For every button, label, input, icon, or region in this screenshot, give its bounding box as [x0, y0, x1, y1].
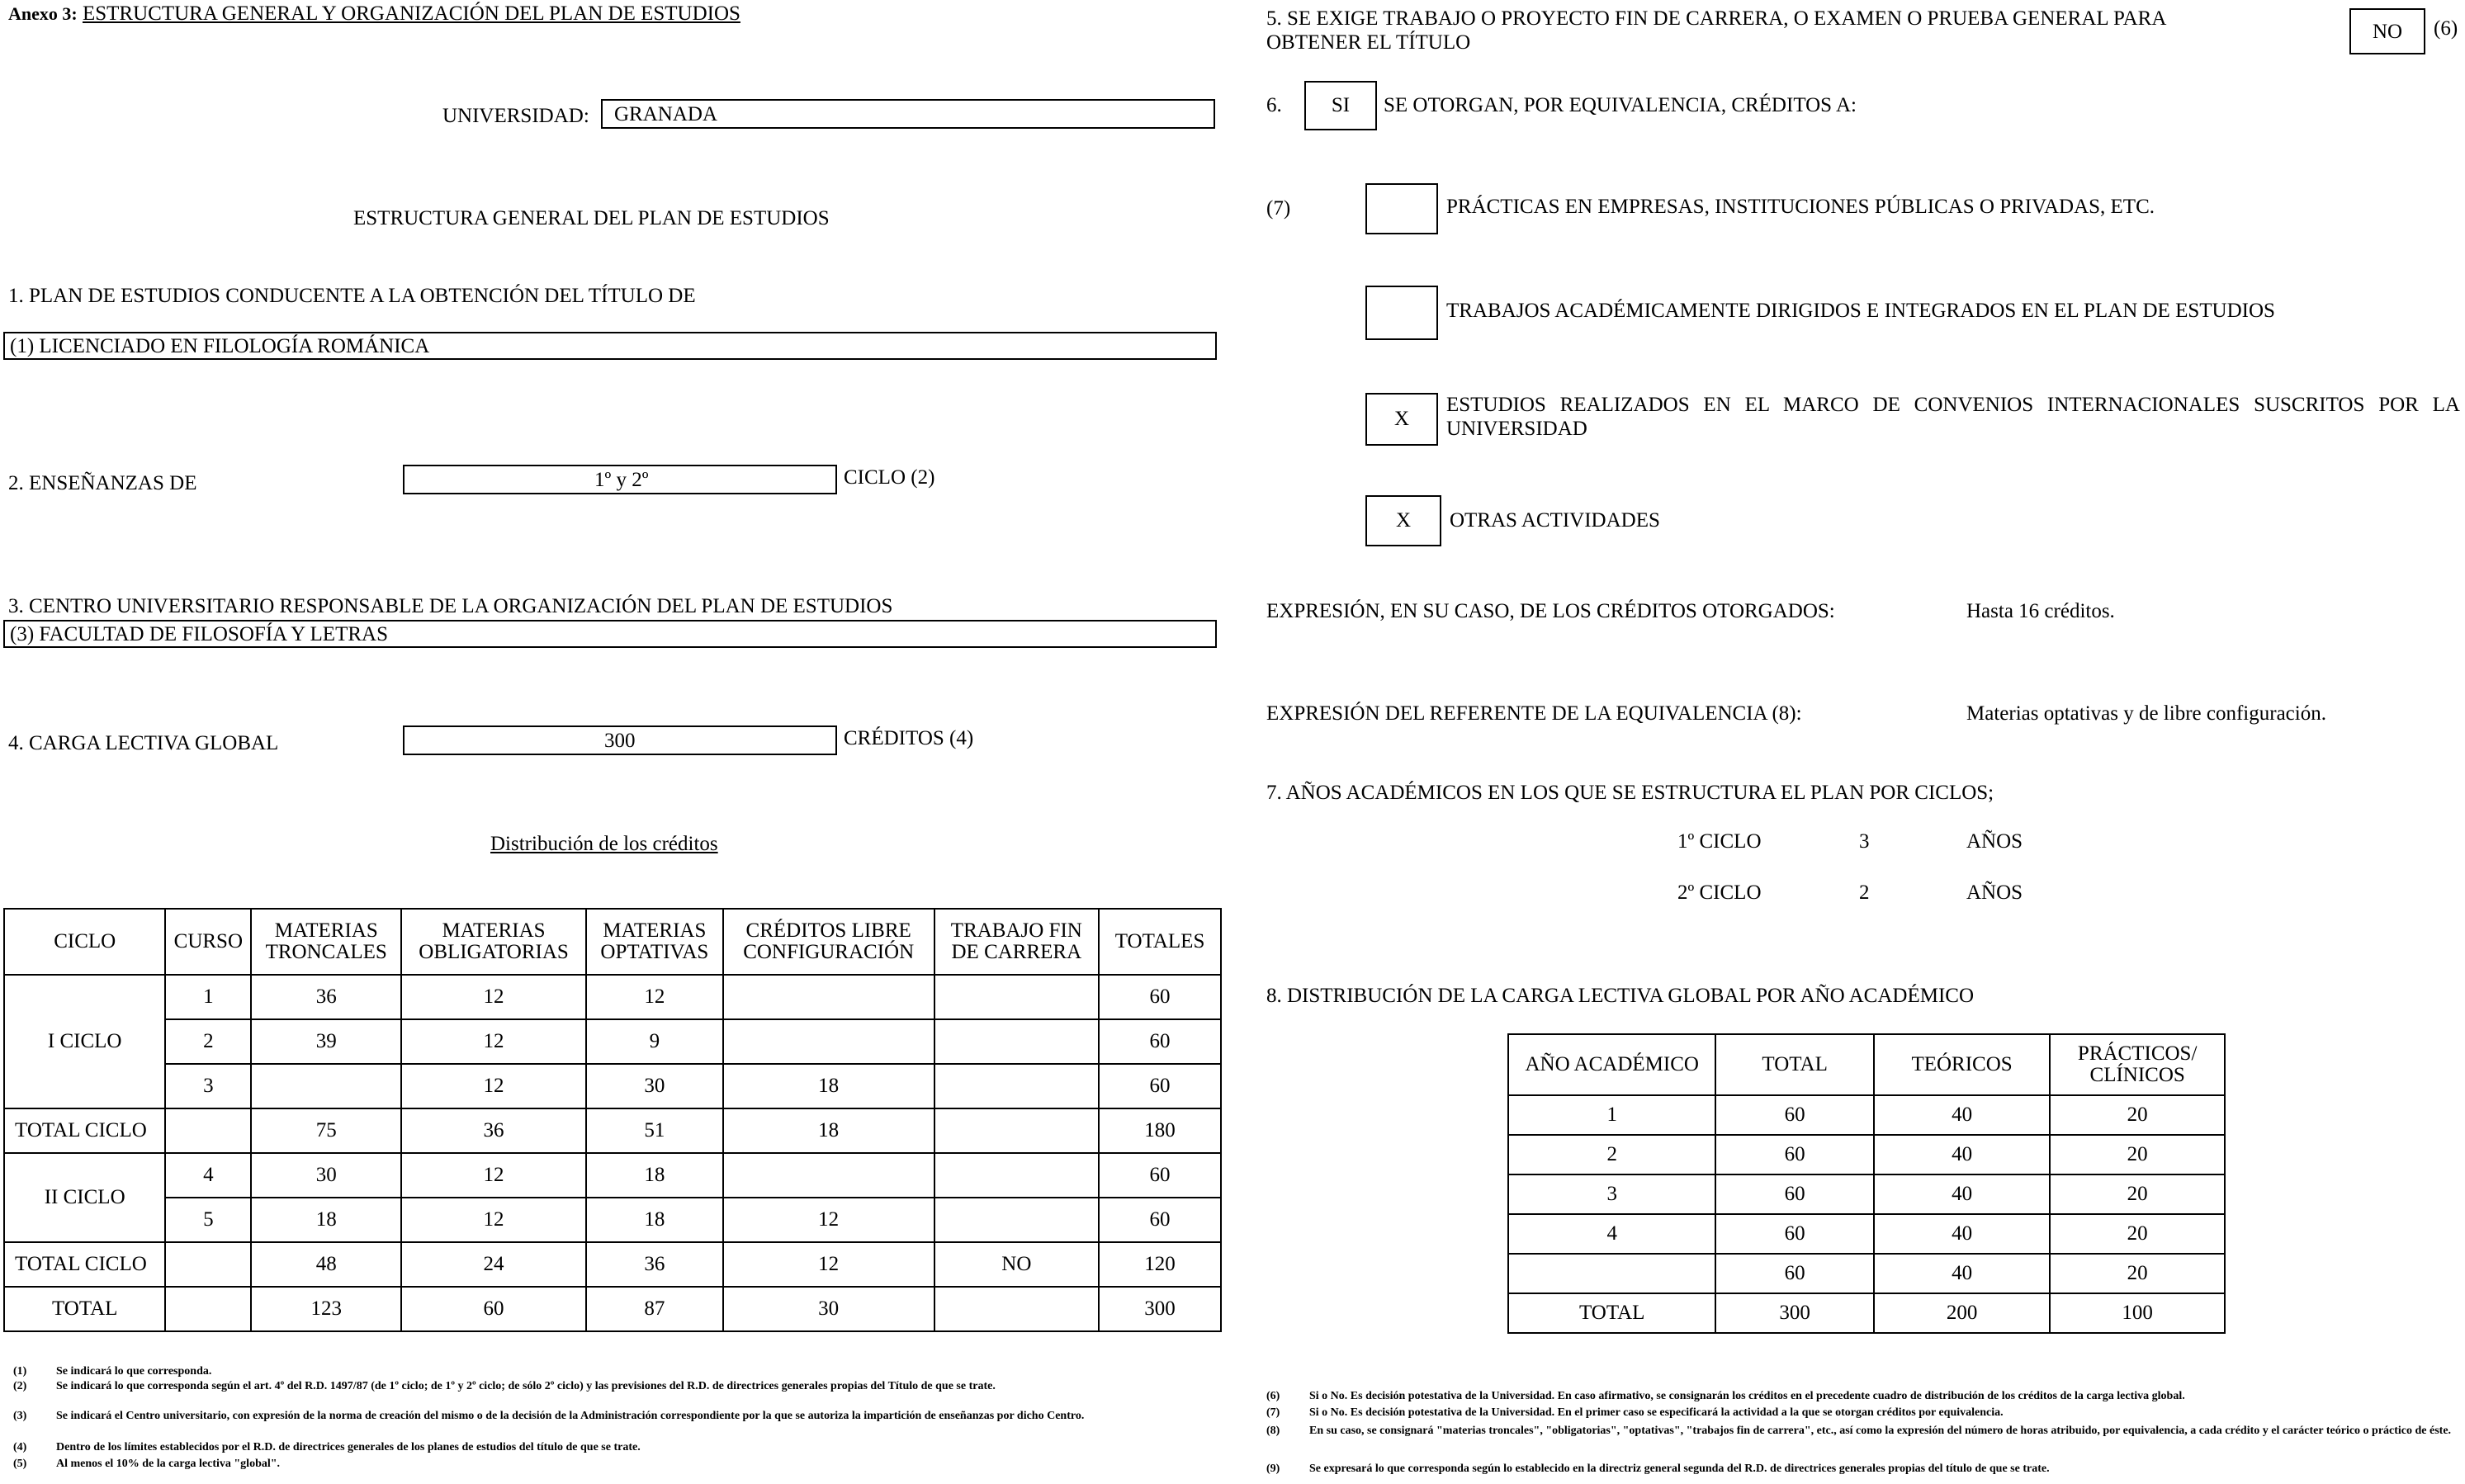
equivalence-value: SI — [1331, 94, 1351, 116]
header-curso: CURSO — [165, 909, 251, 975]
table-cell: 60 — [1099, 1153, 1221, 1198]
table-cell: 3 — [1508, 1174, 1715, 1214]
table-row — [1508, 1174, 2225, 1214]
table-cell — [165, 1108, 251, 1153]
expr-ref-label: EXPRESIÓN DEL REFERENTE DE LA EQUIVALENCIA (8): — [1266, 702, 1802, 725]
footnote — [1266, 1463, 2458, 1476]
table-cell: 60 — [1099, 975, 1221, 1019]
footnote-text: Se indicará lo que corresponda según el art. 4º del R.D. 1497/87 (de 1º ciclo; de 1º y 2º ciclo; de sólo 2º ciclo) y las previsiones del R.D. de directrices generales propias del Título de que se trate. — [56, 1380, 996, 1392]
table-row — [4, 975, 1221, 1019]
cycle-1-years-unit: AÑOS — [1966, 830, 2023, 853]
s4-suffix: CRÉDITOS (4) — [844, 727, 974, 749]
table-row — [1508, 1214, 2225, 1254]
footnote-text: Dentro de los límites establecidos por el R.D. de directrices generales de los planes de estudios del título de que se trate. — [56, 1441, 641, 1453]
distribution-title: Distribución de los créditos — [490, 833, 718, 855]
expr-ref-value: Materias optativas y de libre configuración. — [1966, 702, 2326, 725]
table-cell: 3 — [165, 1064, 251, 1108]
table-cell: 9 — [586, 1019, 723, 1064]
table-cell: 12 — [723, 1242, 934, 1287]
cycle-1-years-label: 1º CICLO — [1677, 830, 1762, 853]
expr-credits-value: Hasta 16 créditos. — [1966, 600, 2115, 622]
header-totales: TOTALES — [1099, 909, 1221, 975]
table-cell: 18 — [586, 1153, 723, 1198]
footnote — [1266, 1390, 2458, 1403]
footnote-num: (9) — [1266, 1463, 1280, 1475]
grand-total-row — [4, 1287, 1221, 1331]
option-text: TRABAJOS ACADÉMICAMENTE DIRIGIDOS E INTEGRADOS EN EL PLAN DE ESTUDIOS — [1446, 300, 2275, 322]
option-text: OTRAS ACTIVIDADES — [1450, 509, 1660, 532]
s7-note: (7) — [1266, 197, 1291, 220]
footnote-text: Si o No. Es decisión potestativa de la Universidad. En el primer caso se especificará la actividad a la que se otorgan créditos por equivalencia. — [1309, 1406, 2004, 1419]
table-cell: 75 — [251, 1108, 401, 1153]
annex-title — [8, 2, 740, 26]
university-label: UNIVERSIDAD: — [442, 105, 589, 127]
load-header-row — [1508, 1034, 2225, 1095]
table-cell: 40 — [1874, 1214, 2051, 1254]
table-cell — [251, 1064, 401, 1108]
table-row — [4, 1198, 1221, 1242]
footnote-text: Al menos el 10% de la carga lectiva "global". — [56, 1458, 281, 1470]
table-cell — [934, 1287, 1100, 1331]
option-mark: X — [1395, 509, 1412, 532]
table-cell: 20 — [2050, 1174, 2225, 1214]
table-cell: 20 — [2050, 1214, 2225, 1254]
table-cell: 100 — [2050, 1293, 2225, 1333]
table-cell — [934, 975, 1100, 1019]
footnote-num: (8) — [1266, 1425, 1280, 1437]
table-row — [4, 1153, 1221, 1198]
option-mark: X — [1393, 408, 1410, 430]
s3-label: 3. CENTRO UNIVERSITARIO RESPONSABLE DE LA ORGANIZACIÓN DEL PLAN DE ESTUDIOS — [8, 595, 893, 617]
table-cell: TOTAL — [4, 1287, 165, 1331]
header-trabajo: TRABAJO FIN DE CARRERA — [934, 909, 1100, 975]
table-cell: 12 — [401, 1019, 586, 1064]
table-cell: 123 — [251, 1287, 401, 1331]
table-cell: 36 — [401, 1108, 586, 1153]
footnote-text: Se expresará lo que corresponda según lo establecido en la directriz general segunda del R.D. de directrices generales propias del título de que se trate. — [1309, 1463, 2050, 1475]
total-cycle-row — [4, 1242, 1221, 1287]
table-cell — [165, 1242, 251, 1287]
table-cell: 4 — [1508, 1214, 1715, 1254]
option-text: ESTUDIOS REALIZADOS EN EL MARCO DE CONVENIOS INTERNACIONALES SUSCRITOS POR LA UNIVERSIDAD — [1446, 394, 2460, 440]
table-cell: 30 — [251, 1153, 401, 1198]
header-obligatorias: MATERIAS OBLIGATORIAS — [401, 909, 586, 975]
table-cell: TOTAL CICLO — [4, 1242, 165, 1287]
table-cell — [723, 1019, 934, 1064]
header-optativas: MATERIAS OPTATIVAS — [586, 909, 723, 975]
degree-value: (1) LICENCIADO EN FILOLOGÍA ROMÁNICA — [10, 335, 430, 357]
s2-label: 2. ENSEÑANZAS DE — [8, 472, 197, 494]
load-total-row — [1508, 1293, 2225, 1333]
header-practice: PRÁCTICOS/ CLÍNICOS — [2050, 1034, 2225, 1095]
table-cell: 300 — [1715, 1293, 1873, 1333]
table-cell: 12 — [401, 1153, 586, 1198]
total-cycle-row — [4, 1108, 1221, 1153]
table-cell — [723, 1153, 934, 1198]
table-cell: 40 — [1874, 1174, 2051, 1214]
table-cell: 2 — [165, 1019, 251, 1064]
header-year: AÑO ACADÉMICO — [1508, 1034, 1715, 1095]
credits-table — [3, 908, 1222, 1332]
footnote-num: (1) — [13, 1365, 27, 1378]
university-value: GRANADA — [614, 103, 717, 125]
table-cell: 1 — [1508, 1095, 1715, 1135]
equivalence-box[interactable] — [1304, 81, 1377, 130]
footnote — [13, 1410, 1215, 1436]
footnote-num: (5) — [13, 1458, 27, 1470]
table-cell: 39 — [251, 1019, 401, 1064]
table-cell: 5 — [165, 1198, 251, 1242]
table-row — [1508, 1135, 2225, 1174]
table-cell: 12 — [401, 1064, 586, 1108]
cycle-1-years-value: 3 — [1859, 830, 1870, 853]
credits-header-row — [4, 909, 1221, 975]
table-row — [1508, 1095, 2225, 1135]
credits-value: 300 — [604, 730, 636, 752]
footnote — [13, 1458, 1215, 1471]
footnote-text: Si o No. Es decisión potestativa de la Universidad. En caso afirmativo, se consignarán los créditos en el precedente cuadro de distribución de los créditos de la carga lectiva global. — [1309, 1390, 2185, 1402]
table-cell — [934, 1108, 1100, 1153]
table-cell: 60 — [1715, 1254, 1873, 1293]
table-cell — [934, 1153, 1100, 1198]
table-row — [4, 1064, 1221, 1108]
s4-label: 4. CARGA LECTIVA GLOBAL — [8, 732, 279, 754]
table-cell: 87 — [586, 1287, 723, 1331]
table-cell: 60 — [1715, 1095, 1873, 1135]
footnote-text: En su caso, se consignará "materias troncales", "obligatorias", "optativas", "trabajos fin de carrera", etc., así como la expresión del número de horas atribuido, por equivalencia, a cada crédito y el carácter teórico o práctico de éste. — [1309, 1425, 2452, 1437]
table-cell: 18 — [251, 1198, 401, 1242]
center-value: (3) FACULTAD DE FILOSOFÍA Y LETRAS — [10, 623, 388, 645]
table-cell: 180 — [1099, 1108, 1221, 1153]
table-cell: 200 — [1874, 1293, 2051, 1333]
table-cell — [934, 1064, 1100, 1108]
header-ciclo: CICLO — [4, 909, 165, 975]
table-cell: 48 — [251, 1242, 401, 1287]
table-cell: 1 — [165, 975, 251, 1019]
footnote — [13, 1441, 1215, 1454]
cycle-field[interactable] — [403, 465, 837, 494]
s7-title: 7. AÑOS ACADÉMICOS EN LOS QUE SE ESTRUCTURA EL PLAN POR CICLOS; — [1266, 782, 1994, 804]
table-cell: 12 — [586, 975, 723, 1019]
table-cell: 12 — [723, 1198, 934, 1242]
cycle-2-label: II CICLO — [4, 1153, 165, 1242]
table-cell: TOTAL — [1508, 1293, 1715, 1333]
footnote — [1266, 1425, 2458, 1451]
table-cell: 40 — [1874, 1254, 2051, 1293]
table-cell: 30 — [586, 1064, 723, 1108]
table-cell: 36 — [586, 1242, 723, 1287]
load-table — [1507, 1033, 2226, 1334]
footnote — [1266, 1406, 2458, 1420]
table-cell: 18 — [723, 1064, 934, 1108]
table-row — [1508, 1254, 2225, 1293]
s5-text: 5. SE EXIGE TRABAJO O PROYECTO FIN DE CARRERA, O EXAMEN O PRUEBA GENERAL PARA OBTENER EL TÍTULO — [1266, 7, 2165, 54]
s8-title: 8. DISTRIBUCIÓN DE LA CARGA LECTIVA GLOBAL POR AÑO ACADÉMICO — [1266, 985, 1974, 1007]
table-cell: 60 — [1715, 1174, 1873, 1214]
table-cell: 20 — [2050, 1254, 2225, 1293]
table-cell: 36 — [251, 975, 401, 1019]
table-cell: NO — [934, 1242, 1100, 1287]
table-cell: 12 — [401, 1198, 586, 1242]
footnote — [13, 1365, 1215, 1378]
final-project-value: NO — [2372, 21, 2403, 43]
footnote-num: (6) — [1266, 1390, 1280, 1402]
table-cell: 4 — [165, 1153, 251, 1198]
center-field[interactable] — [3, 620, 1217, 648]
expr-credits-label: EXPRESIÓN, EN SU CASO, DE LOS CRÉDITOS OTORGADOS: — [1266, 600, 1835, 622]
option-checkbox-practices[interactable] — [1365, 183, 1438, 234]
table-cell: TOTAL CICLO — [4, 1108, 165, 1153]
cycle-1-label: I CICLO — [4, 975, 165, 1108]
s5-note: (6) — [2434, 17, 2458, 40]
annex-label: Anexo 3: — [8, 3, 78, 24]
table-cell: 51 — [586, 1108, 723, 1153]
table-cell: 120 — [1099, 1242, 1221, 1287]
footnote-num: (2) — [13, 1380, 27, 1392]
credits-field[interactable] — [403, 725, 837, 755]
table-cell: 18 — [586, 1198, 723, 1242]
table-cell — [165, 1287, 251, 1331]
footnote-text: Se indicará el Centro universitario, con expresión de la norma de creación del mismo o de la decisión de la Administración correspondiente por la que se autoriza la impartición de enseñanzas por dicho Centro. — [56, 1410, 1085, 1422]
s6-text: SE OTORGAN, POR EQUIVALENCIA, CRÉDITOS A: — [1384, 94, 1857, 116]
table-cell: 24 — [401, 1242, 586, 1287]
table-cell: 20 — [2050, 1135, 2225, 1174]
table-cell — [934, 1198, 1100, 1242]
table-cell: 60 — [401, 1287, 586, 1331]
option-text: PRÁCTICAS EN EMPRESAS, INSTITUCIONES PÚBLICAS O PRIVADAS, ETC. — [1446, 196, 2155, 218]
header-troncales: MATERIAS TRONCALES — [251, 909, 401, 975]
table-cell: 60 — [1715, 1214, 1873, 1254]
table-cell — [1508, 1254, 1715, 1293]
annex-heading: ESTRUCTURA GENERAL Y ORGANIZACIÓN DEL PLAN DE ESTUDIOS — [82, 2, 740, 25]
s2-suffix: CICLO (2) — [844, 466, 935, 489]
table-cell: 60 — [1715, 1135, 1873, 1174]
header-libre: CRÉDITOS LIBRE CONFIGURACIÓN — [723, 909, 934, 975]
degree-field[interactable] — [3, 332, 1217, 360]
s6-num: 6. — [1266, 94, 1282, 116]
table-cell: 60 — [1099, 1064, 1221, 1108]
table-cell: 30 — [723, 1287, 934, 1331]
section-title: ESTRUCTURA GENERAL DEL PLAN DE ESTUDIOS — [353, 207, 830, 229]
table-cell — [723, 975, 934, 1019]
final-project-box[interactable] — [2349, 8, 2425, 54]
option-checkbox-other[interactable] — [1365, 495, 1441, 546]
cycle-value: 1º y 2º — [594, 469, 649, 491]
table-cell: 12 — [401, 975, 586, 1019]
header-theory: TEÓRICOS — [1874, 1034, 2051, 1095]
cycle-2-years-unit: AÑOS — [1966, 881, 2023, 904]
footnote — [13, 1380, 1215, 1406]
table-cell: 60 — [1099, 1019, 1221, 1064]
table-cell: 60 — [1099, 1198, 1221, 1242]
table-cell: 40 — [1874, 1135, 2051, 1174]
table-cell — [934, 1019, 1100, 1064]
university-field[interactable] — [601, 99, 1215, 129]
table-cell: 300 — [1099, 1287, 1221, 1331]
cycle-2-years-value: 2 — [1859, 881, 1870, 904]
table-cell: 2 — [1508, 1135, 1715, 1174]
footnote-num: (4) — [13, 1441, 27, 1453]
s1-label: 1. PLAN DE ESTUDIOS CONDUCENTE A LA OBTENCIÓN DEL TÍTULO DE — [8, 285, 696, 307]
footnote-num: (7) — [1266, 1406, 1280, 1419]
option-checkbox-international[interactable] — [1365, 393, 1438, 446]
option-checkbox-academic-work[interactable] — [1365, 286, 1438, 340]
header-total: TOTAL — [1715, 1034, 1873, 1095]
cycle-2-years-label: 2º CICLO — [1677, 881, 1762, 904]
table-cell: 40 — [1874, 1095, 2051, 1135]
footnote-text: Se indicará lo que corresponda. — [56, 1365, 212, 1378]
table-cell: 18 — [723, 1108, 934, 1153]
table-row — [4, 1019, 1221, 1064]
table-cell: 20 — [2050, 1095, 2225, 1135]
footnote-num: (3) — [13, 1410, 27, 1422]
